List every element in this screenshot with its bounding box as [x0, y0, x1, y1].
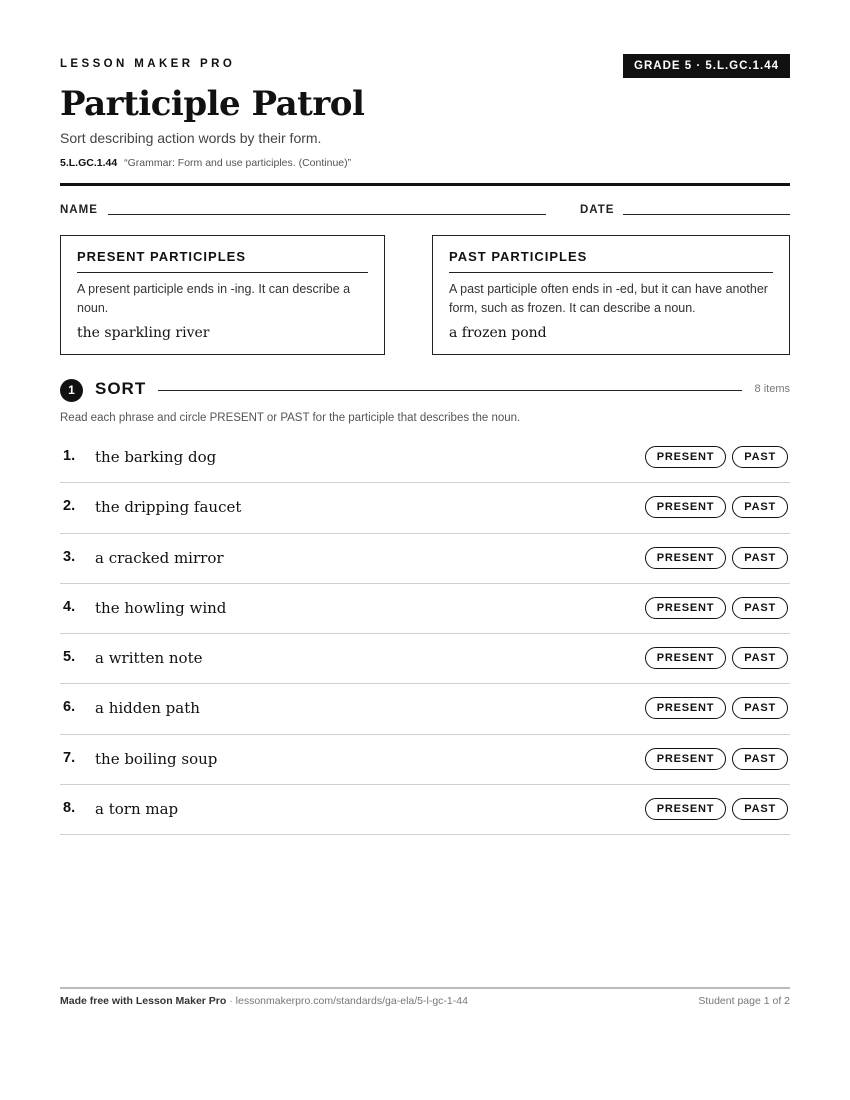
- card-text: A past participle often ends in -ed, but it can have another form, such as frozen. It can describe a noun.: [449, 282, 768, 315]
- section-number-badge: 1: [60, 379, 83, 402]
- section-instructions: Read each phrase and circle PRESENT or PAST for the participle that describes the noun.: [60, 412, 521, 424]
- item-number: 6.: [63, 699, 76, 716]
- date-field[interactable]: [623, 214, 790, 215]
- sort-item: [60, 433, 790, 483]
- choice-group: [645, 597, 788, 619]
- item-number: 1.: [63, 448, 76, 464]
- card-divider: [449, 272, 773, 273]
- footer-made-with: Made free with Lesson Maker Pro: [60, 995, 227, 1007]
- present-choice[interactable]: PRESENT: [645, 446, 727, 468]
- past-choice[interactable]: PAST: [732, 597, 788, 619]
- section-divider: [158, 390, 742, 391]
- item-phrase: a torn map: [95, 800, 179, 819]
- sort-item: [60, 735, 790, 785]
- choice-group: [645, 798, 788, 820]
- page-subtitle: Sort describing action words by their form.: [60, 130, 322, 146]
- choice-group: [645, 496, 788, 518]
- standard-description: “Grammar: Form and use participles. (Continue)”: [124, 157, 352, 169]
- header-divider: [60, 183, 790, 186]
- sort-item: [60, 785, 790, 835]
- section-title: SORT: [95, 379, 147, 398]
- choice-group: [645, 748, 788, 770]
- card-divider: [77, 272, 368, 273]
- grade-badge: GRADE 5 · 5.L.GC.1.44: [623, 54, 790, 78]
- past-participles-card: [432, 235, 790, 355]
- card-text: A present participle ends in -ing. It can describe a noun.: [77, 282, 351, 315]
- brand-name: LESSON MAKER PRO: [60, 58, 236, 70]
- item-number: 3.: [63, 548, 76, 565]
- footer-separator: ·: [226, 995, 236, 1007]
- name-date-row: [60, 204, 790, 218]
- footer-url-link[interactable]: lessonmakerpro.com/standards/ga-ela/5-l-gc-1-44: [235, 995, 468, 1007]
- worksheet-page: [60, 0, 790, 1100]
- choice-group: [645, 647, 788, 669]
- present-participles-card: [60, 235, 385, 355]
- choice-group: [645, 446, 788, 468]
- item-number: 7.: [63, 749, 76, 766]
- sort-item-list: [60, 433, 790, 835]
- choice-group: [645, 547, 788, 569]
- item-phrase: the howling wind: [95, 598, 227, 617]
- name-field[interactable]: [108, 214, 546, 215]
- past-choice[interactable]: PAST: [732, 798, 788, 820]
- present-choice[interactable]: PRESENT: [645, 748, 727, 770]
- past-choice[interactable]: PAST: [732, 697, 788, 719]
- standard-code: 5.L.GC.1.44: [60, 157, 118, 169]
- present-choice[interactable]: PRESENT: [645, 697, 727, 719]
- sort-item: [60, 684, 790, 734]
- item-phrase: the boiling soup: [95, 749, 218, 768]
- item-number: 5.: [63, 649, 76, 666]
- past-choice[interactable]: PAST: [732, 496, 788, 518]
- item-number: 4.: [63, 598, 76, 615]
- present-choice[interactable]: PRESENT: [645, 496, 727, 518]
- page-title: Participle Patrol: [60, 84, 365, 124]
- present-choice[interactable]: PRESENT: [645, 597, 727, 619]
- sort-item: [60, 634, 790, 684]
- standard-line: [60, 157, 351, 169]
- card-example: the sparkling river: [77, 325, 210, 341]
- item-number: 8.: [63, 800, 76, 817]
- present-choice[interactable]: PRESENT: [645, 798, 727, 820]
- item-phrase: a cracked mirror: [95, 548, 224, 567]
- date-label: DATE: [580, 204, 615, 216]
- card-title: PRESENT PARTICIPLES: [77, 249, 247, 264]
- footer-page-number: Student page 1 of 2: [698, 995, 790, 1007]
- sort-section-header: [60, 378, 790, 402]
- present-choice[interactable]: PRESENT: [645, 647, 727, 669]
- past-choice[interactable]: PAST: [732, 547, 788, 569]
- past-choice[interactable]: PAST: [732, 748, 788, 770]
- item-phrase: the dripping faucet: [95, 498, 242, 517]
- past-choice[interactable]: PAST: [732, 446, 788, 468]
- past-choice[interactable]: PAST: [732, 647, 788, 669]
- item-number: 2.: [63, 498, 76, 515]
- footer-divider: [60, 987, 790, 989]
- card-example: a frozen pond: [449, 325, 547, 341]
- card-title: PAST PARTICIPLES: [449, 249, 588, 264]
- item-count: 8 items: [754, 383, 790, 395]
- choice-group: [645, 697, 788, 719]
- item-phrase: the barking dog: [95, 448, 217, 466]
- sort-item: [60, 483, 790, 533]
- item-phrase: a hidden path: [95, 699, 200, 718]
- name-label: NAME: [60, 204, 98, 216]
- sort-item: [60, 584, 790, 634]
- sort-item: [60, 534, 790, 584]
- present-choice[interactable]: PRESENT: [645, 547, 727, 569]
- footer-credit: [60, 995, 468, 1007]
- item-phrase: a written note: [95, 649, 203, 668]
